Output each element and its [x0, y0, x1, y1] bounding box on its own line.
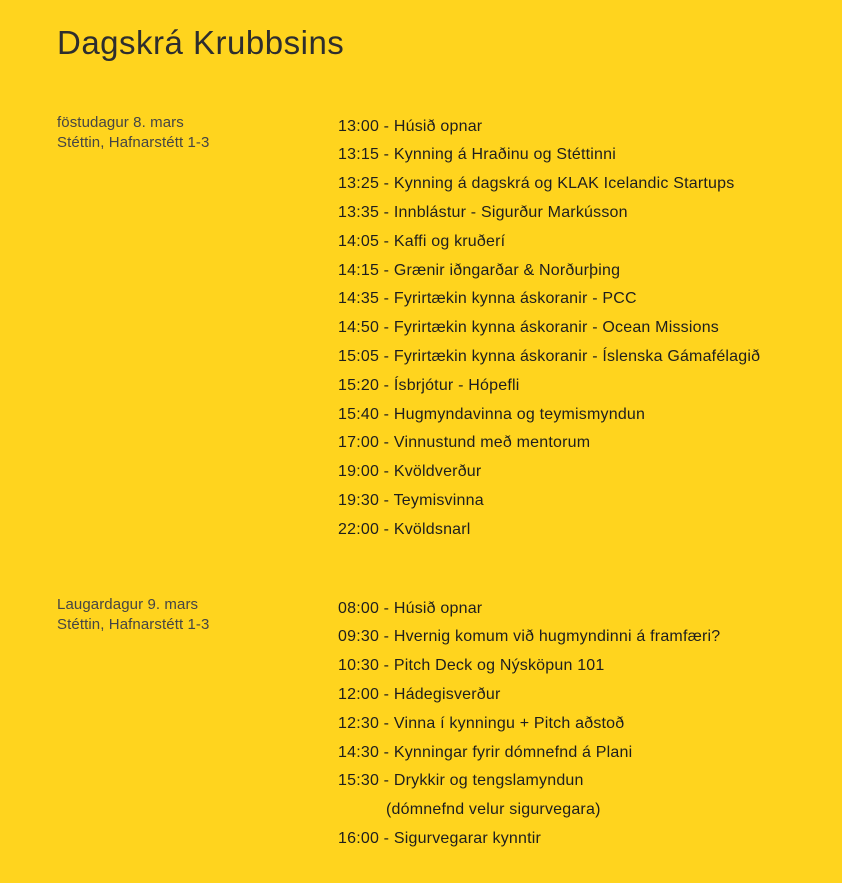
schedule-item: 13:00 - Húsið opnar — [338, 117, 483, 135]
schedule-item: 13:35 - Innblástur - Sigurður Markússon — [338, 203, 628, 221]
section-meta — [57, 595, 338, 635]
schedule-item: 14:05 - Kaffi og kruðerí — [338, 232, 506, 250]
schedule-section — [0, 595, 842, 854]
schedule-item: 15:40 - Hugmyndavinna og teymismyndun — [338, 405, 646, 423]
schedule-item: 08:00 - Húsið opnar — [338, 599, 483, 617]
section-items — [338, 113, 842, 545]
section-venue: Stéttin, Hafnarstétt 1-3 — [57, 615, 210, 633]
schedule-item: 15:30 - Drykkir og tengslamyndun — [338, 772, 584, 790]
sections-container — [0, 63, 842, 854]
schedule-item: 15:05 - Fyrirtækin kynna áskoranir - Íslenska Gámafélagið — [338, 347, 761, 365]
section-items — [338, 595, 842, 854]
section-date: föstudagur 8. mars — [57, 113, 184, 131]
schedule-item: 19:30 - Teymisvinna — [338, 491, 484, 509]
section-meta — [57, 113, 338, 153]
schedule-item: 19:00 - Kvöldverður — [338, 463, 482, 481]
schedule-item: 13:25 - Kynning á dagskrá og KLAK Icelandic Startups — [338, 175, 735, 193]
schedule-section — [0, 113, 842, 545]
schedule-item: 14:30 - Kynningar fyrir dómnefnd á Plani — [338, 743, 633, 761]
schedule-item: 09:30 - Hvernig komum við hugmyndinni á framfæri? — [338, 628, 721, 646]
schedule-item: 22:00 - Kvöldsnarl — [338, 520, 471, 538]
schedule-item: 15:20 - Ísbrjótur - Hópefli — [338, 376, 520, 394]
schedule-item: 14:50 - Fyrirtækin kynna áskoranir - Ocean Missions — [338, 319, 719, 337]
schedule-item: 16:00 - Sigurvegarar kynntir — [338, 829, 542, 847]
schedule-item: 14:15 - Grænir iðngarðar & Norðurþing — [338, 261, 621, 279]
section-date: Laugardagur 9. mars — [57, 595, 199, 613]
page-title: Dagskrá Krubbsins — [57, 24, 345, 61]
schedule-item: 17:00 - Vinnustund með mentorum — [338, 434, 591, 452]
schedule-item: 12:00 - Hádegisverður — [338, 685, 501, 703]
schedule-item-note: (dómnefnd velur sigurvegara) — [386, 801, 601, 819]
section-venue: Stéttin, Hafnarstétt 1-3 — [57, 133, 210, 151]
schedule-item: 10:30 - Pitch Deck og Nýsköpun 101 — [338, 657, 605, 675]
schedule-item: 13:15 - Kynning á Hraðinu og Stéttinni — [338, 146, 616, 164]
schedule-item: 12:30 - Vinna í kynningu + Pitch aðstoð — [338, 714, 625, 732]
schedule-item: 14:35 - Fyrirtækin kynna áskoranir - PCC — [338, 290, 637, 308]
page-bottom-strip — [0, 883, 842, 887]
